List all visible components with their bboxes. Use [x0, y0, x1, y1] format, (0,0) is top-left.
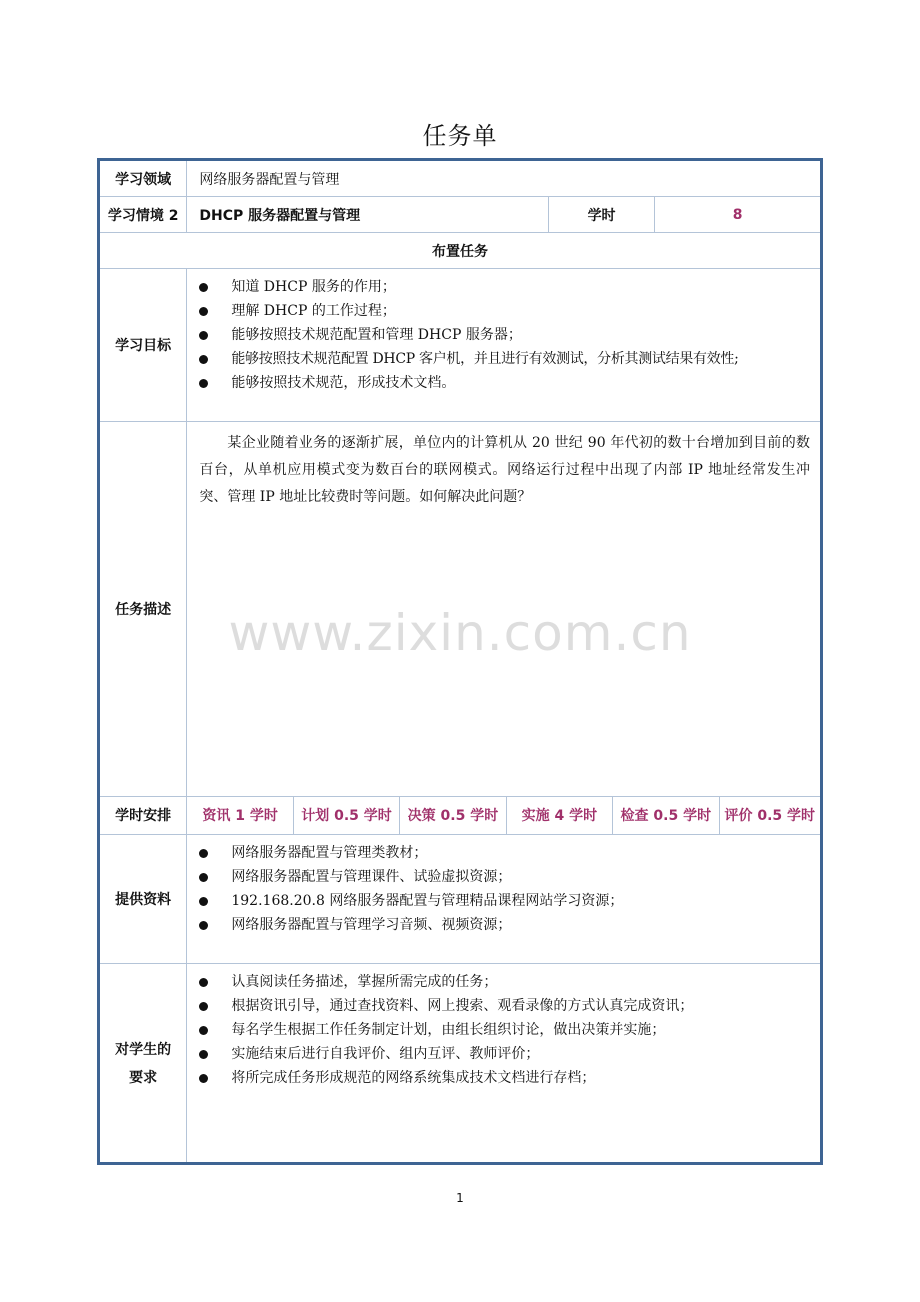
list-item: 网络服务器配置与管理学习音频、视频资源； — [199, 913, 820, 937]
requirements-label: 对学生的 要求 — [99, 964, 187, 1164]
bullet-icon — [199, 1002, 208, 1011]
hours-label: 学时 — [548, 197, 654, 233]
resources-list — [187, 835, 820, 937]
list-item: 192.168.20.8 网络服务器配置与管理精品课程网站学习资源； — [199, 889, 820, 913]
resources-label: 提供资料 — [99, 834, 187, 963]
assign-task-header: 布置任务 — [99, 233, 822, 269]
bullet-icon — [199, 978, 208, 987]
schedule-item-info: 资讯 1 学时 — [187, 796, 293, 834]
schedule-item-evaluate: 评价 0.5 学时 — [719, 796, 821, 834]
page-number: 1 — [456, 1191, 464, 1205]
resources-content — [187, 834, 822, 963]
requirements-list — [187, 964, 820, 1090]
row-requirements — [99, 964, 822, 1164]
bullet-icon — [199, 849, 208, 858]
schedule-item-decide: 决策 0.5 学时 — [400, 796, 506, 834]
schedule-label: 学时安排 — [99, 796, 187, 834]
list-item: 能够按照技术规范，形成技术文档。 — [199, 371, 820, 395]
row-resources — [99, 834, 822, 963]
row-situation — [99, 197, 822, 233]
situation-value: DHCP 服务器配置与管理 — [187, 197, 548, 233]
description-text: 某企业随着业务的逐渐扩展，单位内的计算机从 20 世纪 90 年代初的数十台增加到目前的数百台，从单机应用模式变为数百台的联网模式。网络运行过程中出现了内部 IP 地址经常发生冲突、管理 IP 地址比较费时等问题。如何解决此问题？ — [199, 434, 810, 505]
row-assign-header — [99, 233, 822, 269]
row-domain — [99, 160, 822, 197]
requirements-content — [187, 964, 822, 1164]
watermark: www.zixin.com.cn — [228, 604, 692, 662]
bullet-icon — [199, 379, 208, 388]
goals-content — [187, 269, 822, 421]
list-item: 网络服务器配置与管理类教材； — [199, 841, 820, 865]
bullet-icon — [199, 1050, 208, 1059]
bullet-icon — [199, 1074, 208, 1083]
goals-label: 学习目标 — [99, 269, 187, 421]
domain-label: 学习领域 — [99, 160, 187, 197]
hours-value: 8 — [655, 197, 822, 233]
list-item: 每名学生根据工作任务制定计划，由组长组织讨论，做出决策并实施； — [199, 1018, 820, 1042]
description-label: 任务描述 — [99, 421, 187, 796]
row-goals — [99, 269, 822, 421]
list-item: 根据资讯引导，通过查找资料、网上搜索、观看录像的方式认真完成资讯； — [199, 994, 820, 1018]
bullet-icon — [199, 307, 208, 316]
bullet-icon — [199, 355, 208, 364]
list-item: 网络服务器配置与管理课件、试验虚拟资源； — [199, 865, 820, 889]
list-item: 知道 DHCP 服务的作用； — [199, 275, 820, 299]
domain-value: 网络服务器配置与管理 — [187, 160, 822, 197]
goals-list — [187, 269, 820, 395]
bullet-icon — [199, 921, 208, 930]
bullet-icon — [199, 331, 208, 340]
schedule-item-implement: 实施 4 学时 — [506, 796, 612, 834]
list-item: 认真阅读任务描述，掌握所需完成的任务； — [199, 970, 820, 994]
bullet-icon — [199, 873, 208, 882]
bullet-icon — [199, 283, 208, 292]
document-title: 任务单 — [422, 122, 498, 150]
schedule-item-plan: 计划 0.5 学时 — [293, 796, 399, 834]
list-item: 理解 DHCP 的工作过程； — [199, 299, 820, 323]
bullet-icon — [199, 1026, 208, 1035]
bullet-icon — [199, 897, 208, 906]
schedule-item-check: 检查 0.5 学时 — [613, 796, 719, 834]
list-item: 实施结束后进行自我评价、组内互评、教师评价； — [199, 1042, 820, 1066]
list-item: 能够按照技术规范配置和管理 DHCP 服务器； — [199, 323, 820, 347]
list-item: 将所完成任务形成规范的网络系统集成技术文档进行存档； — [199, 1066, 820, 1090]
situation-label: 学习情境 2 — [99, 197, 187, 233]
list-item: 能够按照技术规范配置 DHCP 客户机，并且进行有效测试，分析其测试结果有效性; — [199, 347, 820, 371]
row-schedule — [99, 796, 822, 834]
